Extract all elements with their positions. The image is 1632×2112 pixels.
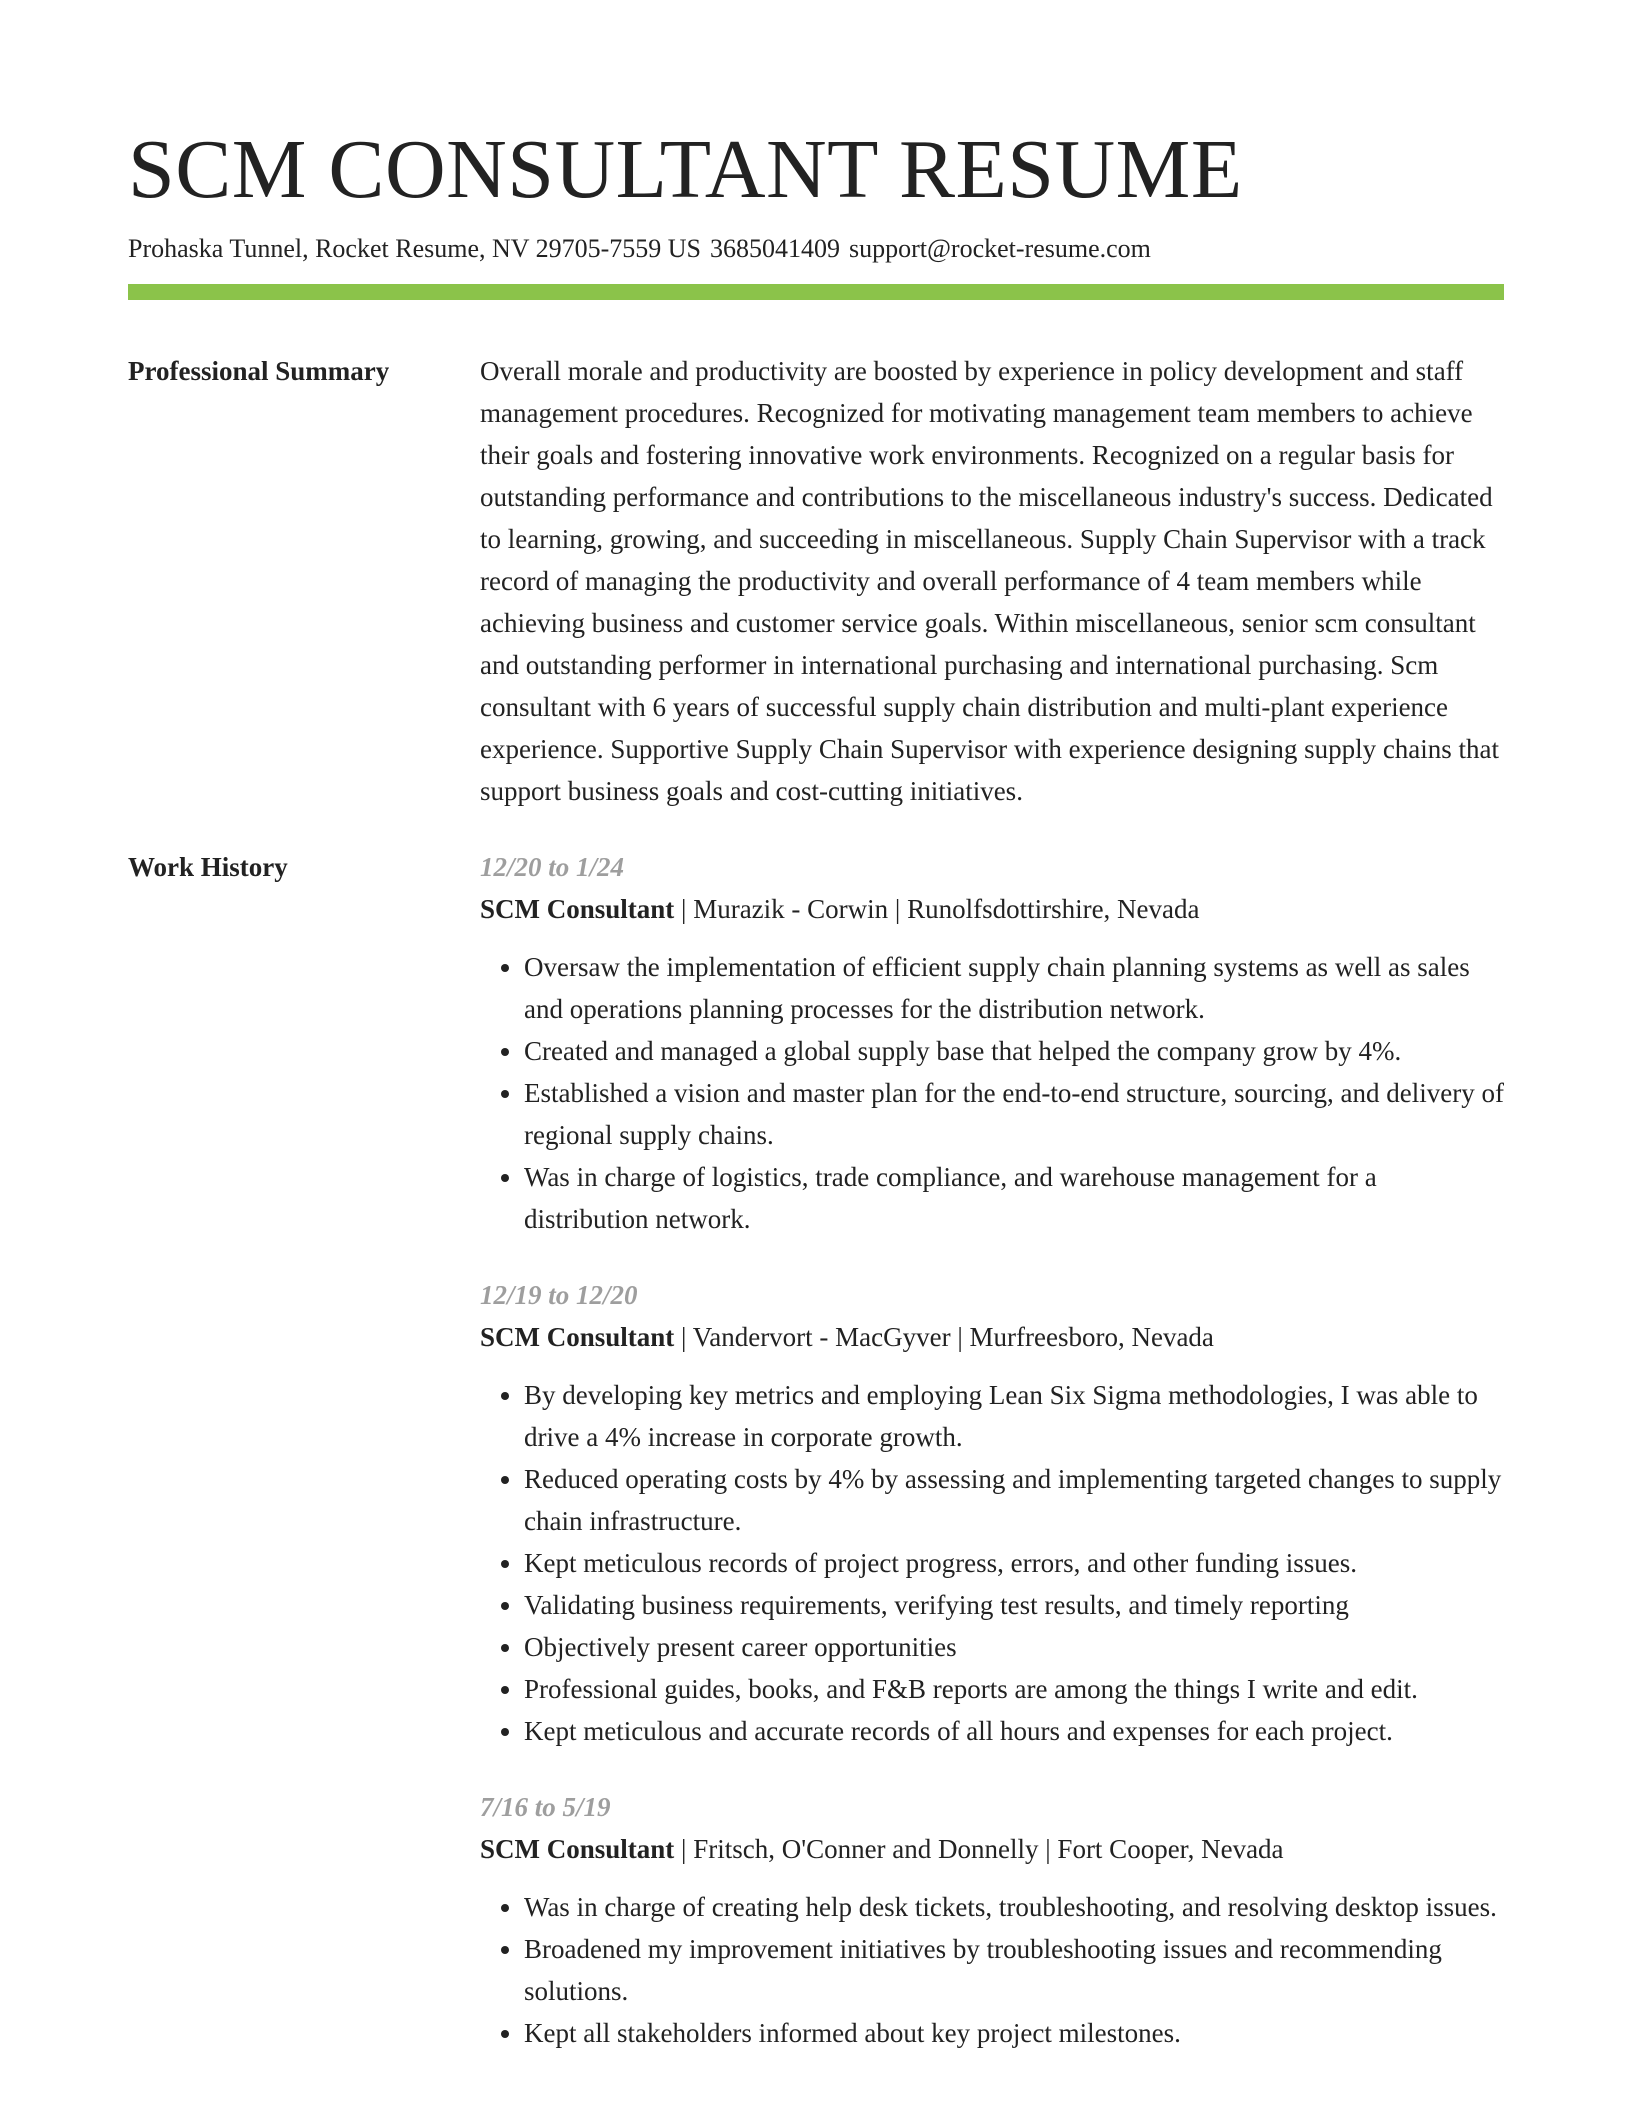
job-bullet-list [480, 946, 1504, 1240]
list-item: • Established a vision and master plan for the end-to-end structure, sourcing, and delivery of regional supply chains. [524, 1072, 1504, 1156]
list-item: • Created and managed a global supply base that helped the company grow by 4%. [524, 1030, 1504, 1072]
job-title: SCM Consultant [480, 1322, 675, 1352]
job-bullet-list [480, 1886, 1504, 2054]
job-heading [480, 888, 1504, 930]
job-employer-location: | Fritsch, O'Conner and Donnelly | Fort Cooper, Nevada [674, 1834, 1284, 1864]
list-item: • Broadened my improvement initiatives by troubleshooting issues and recommending solutions. [524, 1928, 1504, 2012]
list-item: • Was in charge of creating help desk tickets, troubleshooting, and resolving desktop issues. [524, 1886, 1504, 1928]
list-item: • Kept meticulous and accurate records of all hours and expenses for each project. [524, 1710, 1504, 1752]
list-item: • Professional guides, books, and F&B reports are among the things I write and edit. [524, 1668, 1504, 1710]
list-item: • Kept meticulous records of project progress, errors, and other funding issues. [524, 1542, 1504, 1584]
resume-title: SCM CONSULTANT RESUME [128, 123, 1243, 216]
list-item: • Was in charge of logistics, trade compliance, and warehouse management for a distribution network. [524, 1156, 1504, 1240]
section-label-work-history: Work History [128, 852, 288, 882]
contact-address: Prohaska Tunnel, Rocket Resume, NV 29705-7559 US [128, 234, 701, 263]
list-item: • Objectively present career opportunities [524, 1626, 1504, 1668]
contact-line [128, 232, 1504, 266]
job-bullet-list [480, 1374, 1504, 1752]
job-dates: 7/16 to 5/19 [480, 1792, 611, 1822]
header-divider [128, 284, 1504, 300]
list-item: • Oversaw the implementation of efficient supply chain planning systems as well as sales and operations planning processes for the distribution network. [524, 946, 1504, 1030]
list-item: • Kept all stakeholders informed about key project milestones. [524, 2012, 1504, 2054]
resume-page [128, 120, 1504, 2088]
list-item: • Reduced operating costs by 4% by assessing and implementing targeted changes to supply chain infrastructure. [524, 1458, 1504, 1542]
job-entry [480, 1786, 1504, 2054]
summary-text: Overall morale and productivity are boosted by experience in policy development and staff management procedures. Recognized for motivating management team members to achieve their goals and fostering innovative work environments. Recognized on a regular basis for outstanding performance and contributions to the miscellaneous industry's success. Dedicated to learning, growing, and succeeding in miscellaneous. Supply Chain Supervisor with a track record of managing the productivity and overall performance of 4 team members while achieving business and customer service goals. Within miscellaneous, senior scm consultant and outstanding performer in international purchasing and international purchasing. Scm consultant with 6 years of successful supply chain distribution and multi-plant experience experience. Supportive Supply Chain Supervisor with experience designing supply chains that support business goals and cost-cutting initiatives. [480, 356, 1500, 806]
job-heading [480, 1828, 1504, 1870]
professional-summary-section [128, 350, 1504, 812]
contact-phone: 3685041409 [709, 234, 840, 263]
list-item: • Validating business requirements, verifying test results, and timely reporting [524, 1584, 1504, 1626]
section-label-summary: Professional Summary [128, 356, 390, 386]
job-employer-location: | Vandervort - MacGyver | Murfreesboro, Nevada [674, 1322, 1214, 1352]
job-dates: 12/20 to 1/24 [480, 852, 625, 882]
job-dates: 12/19 to 12/20 [480, 1280, 638, 1310]
work-history-list [480, 846, 1504, 2088]
work-history-section [128, 846, 1504, 2088]
job-employer-location: | Murazik - Corwin | Runolfsdottirshire, Nevada [674, 894, 1200, 924]
job-title: SCM Consultant [480, 1834, 675, 1864]
job-heading [480, 1316, 1504, 1358]
list-item: • By developing key metrics and employing Lean Six Sigma methodologies, I was able to drive a 4% increase in corporate growth. [524, 1374, 1504, 1458]
contact-email[interactable]: support@rocket-resume.com [848, 234, 1151, 263]
job-entry [480, 846, 1504, 1240]
job-title: SCM Consultant [480, 894, 675, 924]
job-entry [480, 1274, 1504, 1752]
